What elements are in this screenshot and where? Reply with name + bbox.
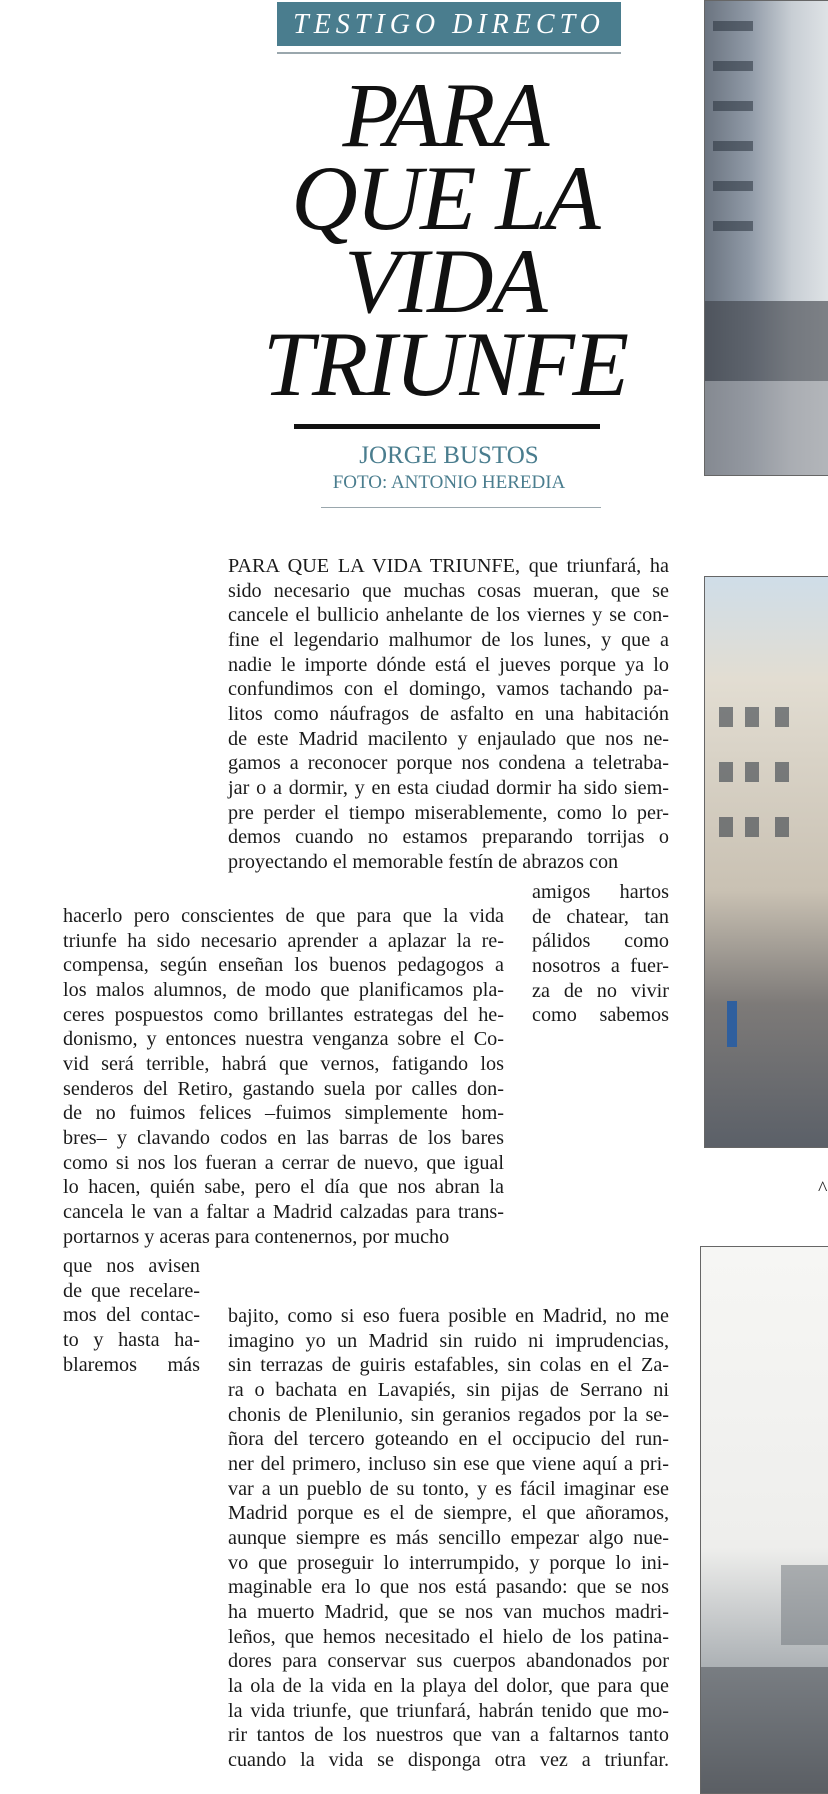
article-line: bres– y clavando codos en las barras de los bares bbox=[63, 1126, 504, 1149]
article-line: sin terrazas de guiris estafables, sin colas en el Za- bbox=[228, 1354, 669, 1377]
street-photo-building bbox=[704, 0, 828, 476]
article-line: cuando la vida se disponga otra vez a triunfar. bbox=[228, 1748, 669, 1771]
article-line: senderos del Retiro, gastando suela por calles don- bbox=[63, 1077, 504, 1100]
article-line: compensa, según enseñan los buenos pedagogos a bbox=[63, 954, 504, 977]
article-line: proyectando el memorable festín de abrazos con bbox=[228, 850, 619, 873]
article-line: hacerlo pero conscientes de que para que la vida bbox=[63, 905, 504, 927]
article-line: aunque siempre es más sencillo empezar algo nue- bbox=[228, 1526, 669, 1549]
article-line: za de no vivir bbox=[532, 979, 669, 1002]
article-line: que nos avisen bbox=[63, 1255, 200, 1277]
article-line: de chatear, tan bbox=[532, 905, 669, 928]
article-line: ñora del tercero goteando en el occipucio del run- bbox=[228, 1428, 669, 1451]
article-line: nosotros a fuer- bbox=[532, 954, 669, 977]
headline-line: PARA bbox=[342, 64, 548, 166]
author-byline: JORGE BUSTOS bbox=[359, 442, 539, 469]
article-line: pálidos como bbox=[532, 930, 669, 953]
article-text-block-c bbox=[63, 904, 504, 1249]
article-line: fine el legendario malhumor de los lunes, y que a bbox=[228, 628, 669, 651]
photo-credit: FOTO: ANTONIO HEREDIA bbox=[332, 472, 566, 493]
article-line: confundimos con el domingo, vamos tachando pa- bbox=[228, 678, 669, 701]
article-line: mos del contac- bbox=[63, 1304, 200, 1327]
article-line: sido necesario que muchas cosas mueran, que se bbox=[228, 579, 669, 602]
article-line: la ola de la vida en la playa del dolor, que para que bbox=[228, 1674, 669, 1697]
article-line: nadie le importe dónde está el jueves porque ya lo bbox=[228, 653, 669, 676]
article-line: ra o bachata en Lavapiés, sin pijas de Serrano ni bbox=[228, 1378, 669, 1401]
article-line: de no fuimos felices –fuimos simplemente hom- bbox=[63, 1102, 504, 1125]
article-line: maginable era lo que nos está pasando: que se nos bbox=[228, 1576, 669, 1599]
section-tag: TESTIGO DIRECTO bbox=[277, 2, 621, 46]
headline-rule bbox=[294, 424, 600, 429]
headline-line: QUE LA bbox=[291, 147, 599, 249]
article-text-block-e bbox=[228, 1304, 669, 1772]
article-line: vo que proseguir lo interrumpido, y porque lo ini- bbox=[228, 1551, 669, 1574]
headline-line: TRIUNFE bbox=[262, 313, 628, 415]
article-line: leños, que hemos necesitado el hielo de los patina- bbox=[228, 1625, 669, 1648]
street-photo-plaza bbox=[704, 576, 828, 1148]
article-line: var a un pueblo de su tonto, y es fácil imaginar ese bbox=[228, 1477, 669, 1500]
article-line: triunfe ha sido necesario aprender a aplazar la re- bbox=[63, 929, 504, 952]
article-line: amigos hartos bbox=[532, 881, 669, 903]
article-line: jar o a dormir, y en esta ciudad dormir ha sido siem- bbox=[228, 776, 669, 799]
article-line: como sabemos bbox=[532, 1004, 669, 1027]
article-line: PARA QUE LA VIDA TRIUNFE, que triunfará, ha bbox=[228, 555, 669, 577]
article-line: litos como náufragos de asfalto en una habitación bbox=[228, 702, 669, 725]
article-line: ceres pospuestos como brillantes estrategas del he- bbox=[63, 1003, 504, 1026]
article-line: blaremos más bbox=[63, 1353, 200, 1376]
section-tag-rule bbox=[277, 52, 621, 54]
article-line: to y hasta ha- bbox=[63, 1328, 200, 1351]
article-line: cancela le van a faltar a Madrid calzadas para trans- bbox=[63, 1200, 504, 1223]
article-line: Madrid porque es el de siempre, el que añoramos, bbox=[228, 1502, 669, 1525]
article-line: de este Madrid macilento y enjaulado que nos ne- bbox=[228, 727, 669, 750]
article-line: ner del primero, incluso sin ese que viene aquí a pri- bbox=[228, 1452, 669, 1475]
article-text-block-a bbox=[228, 554, 669, 875]
stray-glyph: ^ bbox=[818, 1178, 828, 1200]
byline-rule bbox=[321, 507, 601, 508]
article-line: donismo, y entonces nuestra venganza sobre el Co- bbox=[63, 1028, 504, 1051]
article-line: los malos alumnos, de modo que planificamos pla- bbox=[63, 978, 504, 1001]
article-line: imagino yo un Madrid sin ruido ni imprudencias, bbox=[228, 1329, 669, 1352]
article-line: la vida triunfe, que triunfará, habrán tenido que mo- bbox=[228, 1699, 669, 1722]
article-line: rir tantos de los nuestros que van a faltarnos tanto bbox=[228, 1724, 669, 1747]
article-line: vid será terrible, habrá que vernos, fatigando los bbox=[63, 1052, 504, 1075]
street-photo-avenue bbox=[700, 1246, 828, 1794]
article-text-block-d bbox=[63, 1254, 200, 1377]
article-line: gamos a reconocer porque nos condena a teletraba- bbox=[228, 752, 669, 775]
article-line: dores para conservar sus cuerpos abandonados por bbox=[228, 1650, 669, 1673]
article-line: ha muerto Madrid, que se nos van muchos madri- bbox=[228, 1600, 669, 1623]
article-line: chonis de Plenilunio, sin geranios regados por la se- bbox=[228, 1403, 669, 1426]
article-text-block-b bbox=[532, 880, 669, 1028]
article-line: portarnos y aceras para contenernos, por mucho bbox=[63, 1225, 450, 1248]
headline-line: VIDA bbox=[344, 230, 546, 332]
headline bbox=[250, 64, 640, 415]
article-line: de que recelare- bbox=[63, 1279, 200, 1302]
article-line: lo hacen, quién sabe, pero el día que nos abran la bbox=[63, 1176, 504, 1199]
article-line: demos cuando no estamos preparando torrijas o bbox=[228, 826, 669, 849]
article-line: bajito, como si eso fuera posible en Madrid, no me bbox=[228, 1305, 669, 1327]
article-line: cancele el bullicio anhelante de los viernes y se con- bbox=[228, 604, 669, 627]
article-line: como si nos los fueran a cerrar de nuevo, que igual bbox=[63, 1151, 504, 1174]
article-line: pre perder el tiempo miserablemente, como lo per- bbox=[228, 801, 669, 824]
